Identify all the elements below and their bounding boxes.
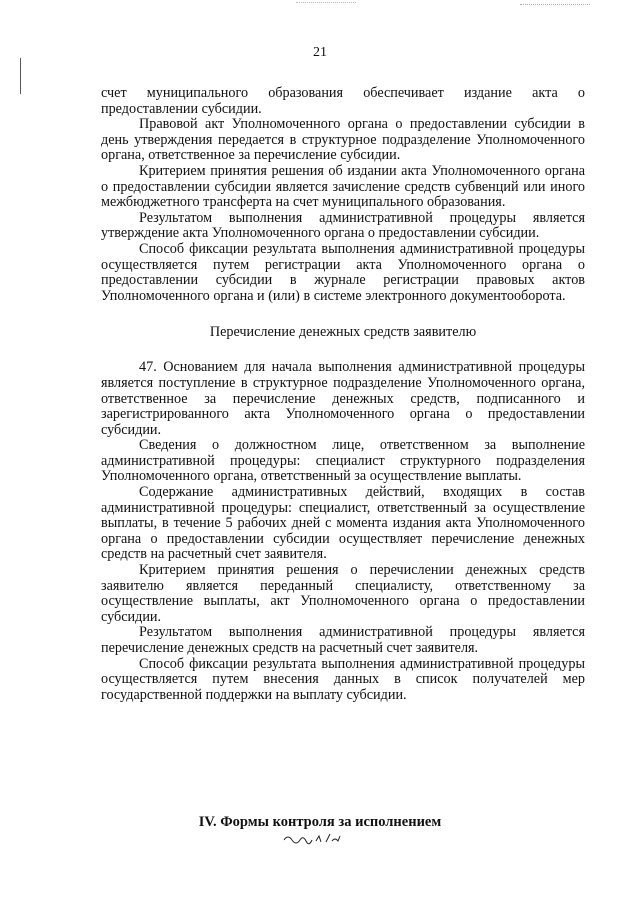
page-number: 21: [313, 45, 327, 60]
paragraph: Результатом выполнения административной процедуры является перечисление денежных средств на расчетный счет заявителя.: [101, 624, 585, 656]
document-body: [101, 86, 585, 703]
scan-artifact-corner: [520, 4, 590, 7]
binding-margin-mark: [20, 58, 21, 94]
paragraph: Сведения о должностном лице, ответственном за выполнение административной процедуры: специалист структурного подразделения Уполномоченного органа, ответственный за осуществление выплаты.: [101, 437, 585, 485]
paragraph: Критерием принятия решения об издании акта Уполномоченного органа о предоставлении субсидии является зачисление средств субвенций или иного межбюджетного трансферта на счет муниципального образования.: [101, 162, 585, 211]
scan-artifact-top: [296, 2, 356, 4]
paragraph: 47. Основанием для начала выполнения административной процедуры является поступление в структурное подразделение Уполномоченного органа, ответственное за перечисление денежных средств, подписанного и зарегистрированного акта Уполномоченного органа о предоставлении субсидии.: [101, 359, 585, 438]
paragraph: Правовой акт Уполномоченного органа о предоставлении субсидии в день утверждения передается в структурное подразделение Уполномоченного органа, ответственное за перечисление субсидии.: [101, 116, 585, 164]
paragraph: Способ фиксации результата выполнения административной процедуры осуществляется путем регистрации акта Уполномоченного органа о предоставлении субсидии в журнале регистрации правовых актов Уполномоченного органа и (или) в системе электронного документооборота.: [101, 240, 585, 304]
paragraph: Содержание административных действий, входящих в состав административной процедуры: специалист, ответственный за осуществление выплаты, в течение 5 рабочих дней с момента издания акта Уполномоченного органа о предоставлении субсидии осуществляет перечисление денежных средств на расчетный счет заявителя.: [101, 484, 585, 563]
paragraph-continuation: счет муниципального образования обеспечивает издание акта о предоставлении субсидии.: [101, 85, 585, 117]
subsection-heading: Перечисление денежных средств заявителю: [209, 324, 477, 341]
paragraph: Способ фиксации результата выполнения административной процедуры осуществляется путем внесения данных в список получателей мер государственной поддержки на выплату субсидии.: [101, 655, 585, 703]
paragraph: Результатом выполнения административной процедуры является утверждение акта Уполномоченного органа о предоставлении субсидии.: [101, 209, 585, 242]
paragraph: Критерием принятия решения о перечислении денежных средств заявителю является переданный специалисту, ответственному за осуществление выплаты, акт Уполномоченного органа о предоставлении субсидии.: [101, 562, 585, 625]
section-heading: IV. Формы контроля за исполнением: [198, 814, 442, 830]
handwritten-scribble-icon: [282, 832, 352, 846]
